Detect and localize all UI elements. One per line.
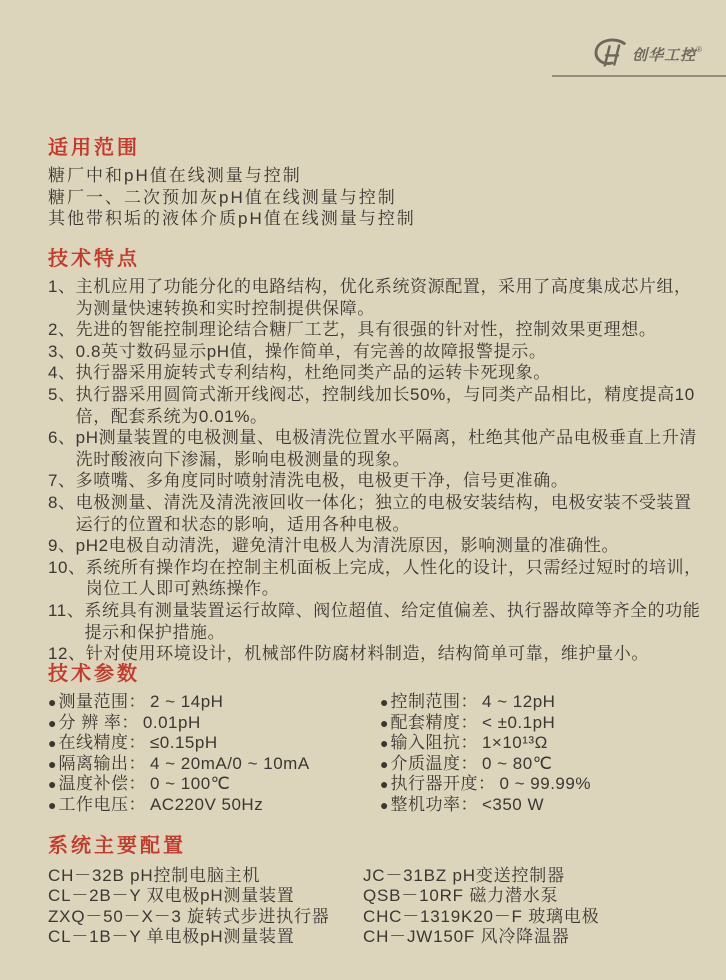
- section-system-configuration: [48, 834, 726, 947]
- parameter-row: [48, 795, 310, 816]
- feature-item: [48, 427, 708, 470]
- header-divider: [552, 75, 726, 77]
- feature-number: 8、: [48, 492, 76, 512]
- parameter-label: 介质温度：: [390, 753, 478, 773]
- parameter-row: [380, 713, 591, 734]
- parameter-column-right: [380, 692, 591, 816]
- parameter-label: 隔离输出：: [58, 753, 146, 773]
- feature-number: 2、: [48, 320, 76, 340]
- bullet-icon: ●: [380, 755, 389, 772]
- feature-text: 系统所有操作均在控制主机面板上完成，人性化的设计，只需经过短时的培训，岗位工人即可熟练操作。: [85, 557, 702, 599]
- feature-text: 主机应用了功能分化的电路结构，优化系统资源配置，采用了高度集成芯片组，为测量快速转换和实时控制提供保障。: [75, 277, 692, 318]
- config-column-right: [363, 866, 599, 948]
- parameter-grid: [48, 692, 726, 816]
- parameter-value: AC220V 50Hz: [149, 794, 264, 814]
- bullet-icon: ●: [48, 776, 57, 793]
- feature-text: pH2电极自动清洗，避免清汁电极人为清洗原因，影响测量的准确性。: [75, 536, 620, 556]
- config-column-left: [48, 866, 330, 948]
- bullet-icon: ●: [48, 796, 57, 813]
- feature-item: [48, 470, 708, 492]
- parameter-row: [48, 774, 310, 795]
- bullet-icon: ●: [48, 735, 57, 752]
- parameter-label: 执行器开度：: [390, 774, 496, 794]
- feature-number: 1、: [48, 277, 76, 296]
- scope-line: 糖厂中和pH值在线测量与控制: [48, 166, 302, 185]
- parameter-value: 4 ~ 12pH: [481, 692, 556, 711]
- config-item: CH－JW150F 风冷降温器: [363, 927, 570, 947]
- parameter-value: ≤0.15pH: [149, 733, 218, 753]
- parameters-section-title: 技术参数: [48, 663, 140, 685]
- parameter-row: [380, 795, 591, 816]
- parameter-label: 在线精度：: [58, 733, 146, 753]
- feature-number: 6、: [48, 428, 76, 448]
- scope-lines: [48, 165, 688, 230]
- registered-trademark-icon: ®: [696, 44, 702, 54]
- feature-text: 先进的智能控制理论结合糖厂工艺，具有很强的针对性，控制效果更理想。: [75, 320, 657, 340]
- parameter-row: [48, 692, 310, 713]
- feature-item: [48, 341, 708, 363]
- parameter-value: 1×10¹³Ω: [481, 733, 548, 753]
- feature-item: [48, 557, 708, 600]
- bullet-icon: ●: [380, 735, 389, 752]
- feature-number: 11、: [48, 600, 85, 620]
- parameter-value: 0 ~ 80℃: [481, 753, 553, 773]
- parameter-row: [380, 733, 591, 754]
- parameter-label: 控制范围：: [390, 692, 478, 711]
- section-technical-features: [48, 247, 708, 665]
- parameter-label: 测量范围：: [58, 692, 146, 711]
- brand-logo: [592, 38, 702, 70]
- bullet-icon: ●: [380, 694, 389, 710]
- feature-text: pH测量装置的电极测量、电极清洗位置水平隔离，杜绝其他产品电极垂直上升清洗时酸液向下渗漏，影响电极测量的现象。: [75, 428, 697, 469]
- feature-text: 执行器采用圆筒式渐开线阀芯，控制线加长50%，与同类产品相比，精度提高10倍，配套系统为0.01%。: [75, 384, 695, 426]
- config-item: CL－2B－Y 双电极pH测量装置: [48, 886, 295, 906]
- feature-number: 7、: [48, 471, 76, 491]
- feature-text: 系统具有测量装置运行故障、阀位超值、给定值偏差、执行器故障等齐全的功能提示和保护措施。: [84, 600, 701, 642]
- parameter-row: [48, 733, 310, 754]
- parameter-row: [48, 713, 310, 734]
- parameter-row: [48, 754, 310, 775]
- parameter-label: 整机功率：: [390, 794, 478, 814]
- config-item: CH－32B pH控制电脑主机: [48, 866, 261, 885]
- brand-name: 创华工控: [632, 46, 697, 64]
- parameter-value: 4 ~ 20mA/0 ~ 10mA: [149, 753, 310, 773]
- config-item: JC－31BZ pH变送控制器: [363, 866, 565, 885]
- feature-number: 12、: [48, 644, 86, 664]
- parameter-value: 2 ~ 14pH: [149, 692, 224, 711]
- config-item: CHC－1319K20－F 玻璃电极: [363, 906, 600, 926]
- feature-text: 针对使用环境设计，机械部件防腐材料制造，结构简单可靠，维护量小。: [85, 644, 649, 664]
- feature-list: [48, 276, 708, 665]
- feature-text: 0.8英寸数码显示pH值，操作简单，有完善的故障报警提示。: [75, 341, 547, 361]
- feature-item: [48, 535, 708, 557]
- feature-item: [48, 384, 708, 427]
- parameter-label: 温度补偿：: [58, 774, 146, 794]
- feature-text: 执行器采用旋转式专利结构，杜绝同类产品的运转卡死现象。: [75, 363, 551, 383]
- parameter-label: 工作电压：: [58, 794, 146, 814]
- bullet-icon: ●: [380, 776, 389, 793]
- parameter-value: 0.01pH: [142, 712, 201, 732]
- features-section-title: 技术特点: [48, 248, 140, 270]
- parameter-value: 0 ~ 100℃: [149, 774, 231, 794]
- parameter-value: <350 W: [481, 794, 545, 814]
- feature-number: 4、: [48, 363, 76, 383]
- bullet-icon: ●: [48, 755, 57, 772]
- feature-number: 5、: [48, 384, 76, 404]
- feature-item: [48, 319, 708, 341]
- config-section-title: 系统主要配置: [48, 835, 186, 857]
- section-application-scope: [48, 136, 688, 230]
- scope-line: 糖厂一、二次预加灰pH值在线测量与控制: [48, 187, 397, 207]
- ch-logo-icon: [592, 38, 630, 70]
- feature-text: 多喷嘴、多角度同时喷射清洗电极，电极更干净，信号更准确。: [75, 471, 569, 491]
- scope-section-title: 适用范围: [48, 137, 140, 159]
- parameter-row: [380, 774, 591, 795]
- parameter-label: 分 辨 率：: [58, 712, 139, 732]
- parameter-label: 配套精度：: [390, 712, 478, 732]
- bullet-icon: ●: [380, 796, 389, 813]
- parameter-column-left: [48, 692, 310, 816]
- config-item: QSB－10RF 磁力潜水泵: [363, 886, 559, 906]
- feature-number: 9、: [48, 536, 76, 556]
- config-item: CL－1B－Y 单电极pH测量装置: [48, 927, 295, 947]
- parameter-label: 输入阻抗：: [390, 733, 478, 753]
- bullet-icon: ●: [380, 714, 389, 731]
- feature-item: [48, 600, 708, 643]
- feature-item: [48, 362, 708, 384]
- feature-number: 10、: [48, 557, 86, 577]
- feature-number: 3、: [48, 341, 76, 361]
- feature-text: 电极测量、清洗及清洗液回收一体化；独立的电极安装结构，电极安装不受装置运行的位置和状态的影响，适用各种电极。: [75, 492, 692, 534]
- parameter-value: 0 ~ 99.99%: [499, 774, 591, 794]
- feature-item: [48, 492, 708, 535]
- feature-item: [48, 276, 708, 319]
- parameter-value: < ±0.1pH: [481, 712, 556, 732]
- config-item: ZXQ－50－X－3 旋转式步进执行器: [48, 906, 330, 926]
- bullet-icon: ●: [48, 694, 57, 710]
- parameter-row: [380, 692, 591, 713]
- section-technical-parameters: [48, 662, 726, 816]
- parameter-row: [380, 754, 591, 775]
- scope-line: 其他带积垢的液体介质pH值在线测量与控制: [48, 209, 416, 228]
- bullet-icon: ●: [48, 714, 57, 731]
